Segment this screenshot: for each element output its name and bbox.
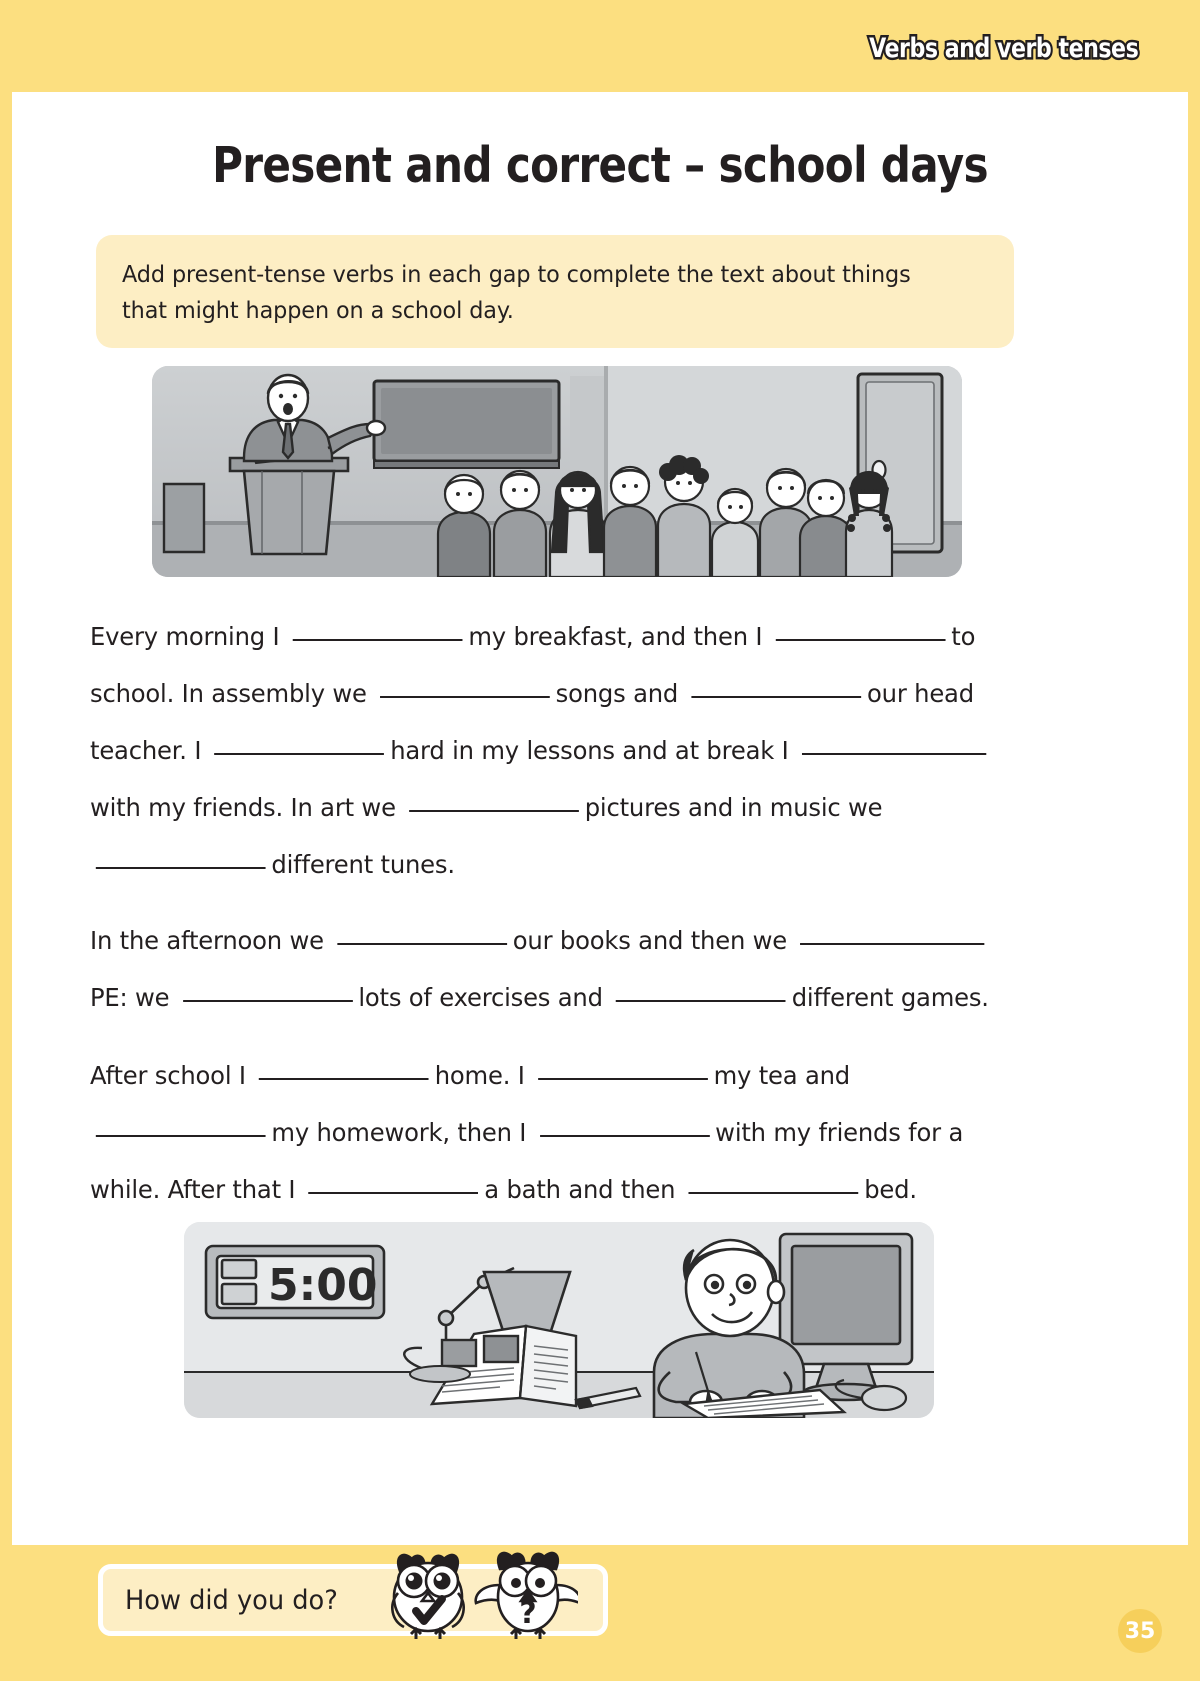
answer-blank[interactable] [538, 1078, 708, 1080]
owl-icons-art [378, 1541, 578, 1641]
sentence-fragment: with my friends for a [715, 1118, 964, 1147]
paragraph-2 [90, 912, 1020, 1026]
page-edge-band-right [1188, 0, 1200, 1681]
sentence-fragment: different games. [791, 983, 989, 1012]
answer-blank[interactable] [183, 1000, 353, 1002]
text-line [90, 608, 992, 665]
sentence-fragment: PE: we [90, 983, 170, 1012]
page-number: 35 [1118, 1609, 1162, 1653]
answer-blank[interactable] [776, 639, 946, 641]
instruction-text: Add present-tense verbs in each gap to complete the text about things that might happen on a school day. [122, 260, 911, 324]
answer-blank[interactable] [540, 1135, 710, 1137]
text-line [90, 836, 992, 893]
tick-owl-icon [392, 1555, 463, 1639]
answer-blank[interactable] [380, 696, 550, 698]
answer-blank[interactable] [337, 943, 507, 945]
sentence-fragment: bed. [864, 1175, 917, 1204]
sentence-fragment: pictures and in music we [584, 793, 883, 822]
sentence-fragment: Every morning I [90, 622, 280, 651]
paragraph-1 [90, 608, 1020, 893]
sentence-fragment: teacher. I [90, 736, 202, 765]
sentence-fragment: In the afternoon we [90, 926, 324, 955]
text-line [90, 912, 992, 969]
sentence-fragment: lots of exercises and [358, 983, 603, 1012]
self-assessment-label: How did you do? [125, 1585, 338, 1616]
answer-blank[interactable] [802, 753, 986, 755]
text-line [90, 779, 992, 836]
answer-blank[interactable] [616, 1000, 786, 1002]
answer-blank[interactable] [800, 943, 984, 945]
question-owl-symbol: ? [519, 1596, 537, 1631]
homework-desk-illustration-art [184, 1222, 934, 1418]
answer-blank[interactable] [259, 1078, 429, 1080]
sentence-fragment: songs and [555, 679, 679, 708]
sentence-fragment: while. After that I [90, 1175, 296, 1204]
sentence-fragment: our head [867, 679, 974, 708]
answer-blank[interactable] [309, 1192, 479, 1194]
answer-blank[interactable] [409, 810, 579, 812]
owl-icons [378, 1541, 578, 1641]
sentence-fragment: my tea and [713, 1061, 850, 1090]
answer-blank[interactable] [215, 753, 385, 755]
text-line [90, 665, 992, 722]
text-line [90, 1161, 992, 1218]
text-line [90, 1104, 992, 1161]
clock-reading: 5:00 [268, 1260, 378, 1311]
sentence-fragment: to [951, 622, 976, 651]
sentence-fragment: After school I [90, 1061, 246, 1090]
sentence-fragment: home. I [434, 1061, 525, 1090]
sentence-fragment: with my friends. In art we [90, 793, 396, 822]
text-line [90, 722, 992, 779]
classroom-illustration [152, 366, 962, 577]
answer-blank[interactable] [293, 639, 463, 641]
paragraph-3 [90, 1047, 1020, 1218]
answer-blank[interactable] [96, 867, 266, 869]
sentence-fragment: hard in my lessons and at break I [390, 736, 789, 765]
header-band [0, 0, 1200, 92]
text-line [90, 1047, 992, 1104]
sentence-fragment: different tunes. [271, 850, 455, 879]
sentence-fragment: a bath and then [484, 1175, 676, 1204]
homework-desk-illustration [184, 1222, 934, 1418]
instruction-box [96, 235, 1014, 348]
answer-blank[interactable] [689, 1192, 859, 1194]
sentence-fragment: my homework, then I [271, 1118, 527, 1147]
sentence-fragment: our books and then we [512, 926, 788, 955]
sentence-fragment: school. In assembly we [90, 679, 367, 708]
strand-label: Verbs and verb tenses [868, 33, 1138, 64]
text-line [90, 969, 992, 1026]
page-title: Present and correct – school days [212, 137, 988, 194]
sentence-fragment: my breakfast, and then I [468, 622, 763, 651]
page-edge-band-left [0, 0, 12, 1681]
footer-band [0, 1545, 1200, 1681]
answer-blank[interactable] [96, 1135, 266, 1137]
answer-blank[interactable] [691, 696, 861, 698]
classroom-illustration-art [152, 366, 962, 577]
